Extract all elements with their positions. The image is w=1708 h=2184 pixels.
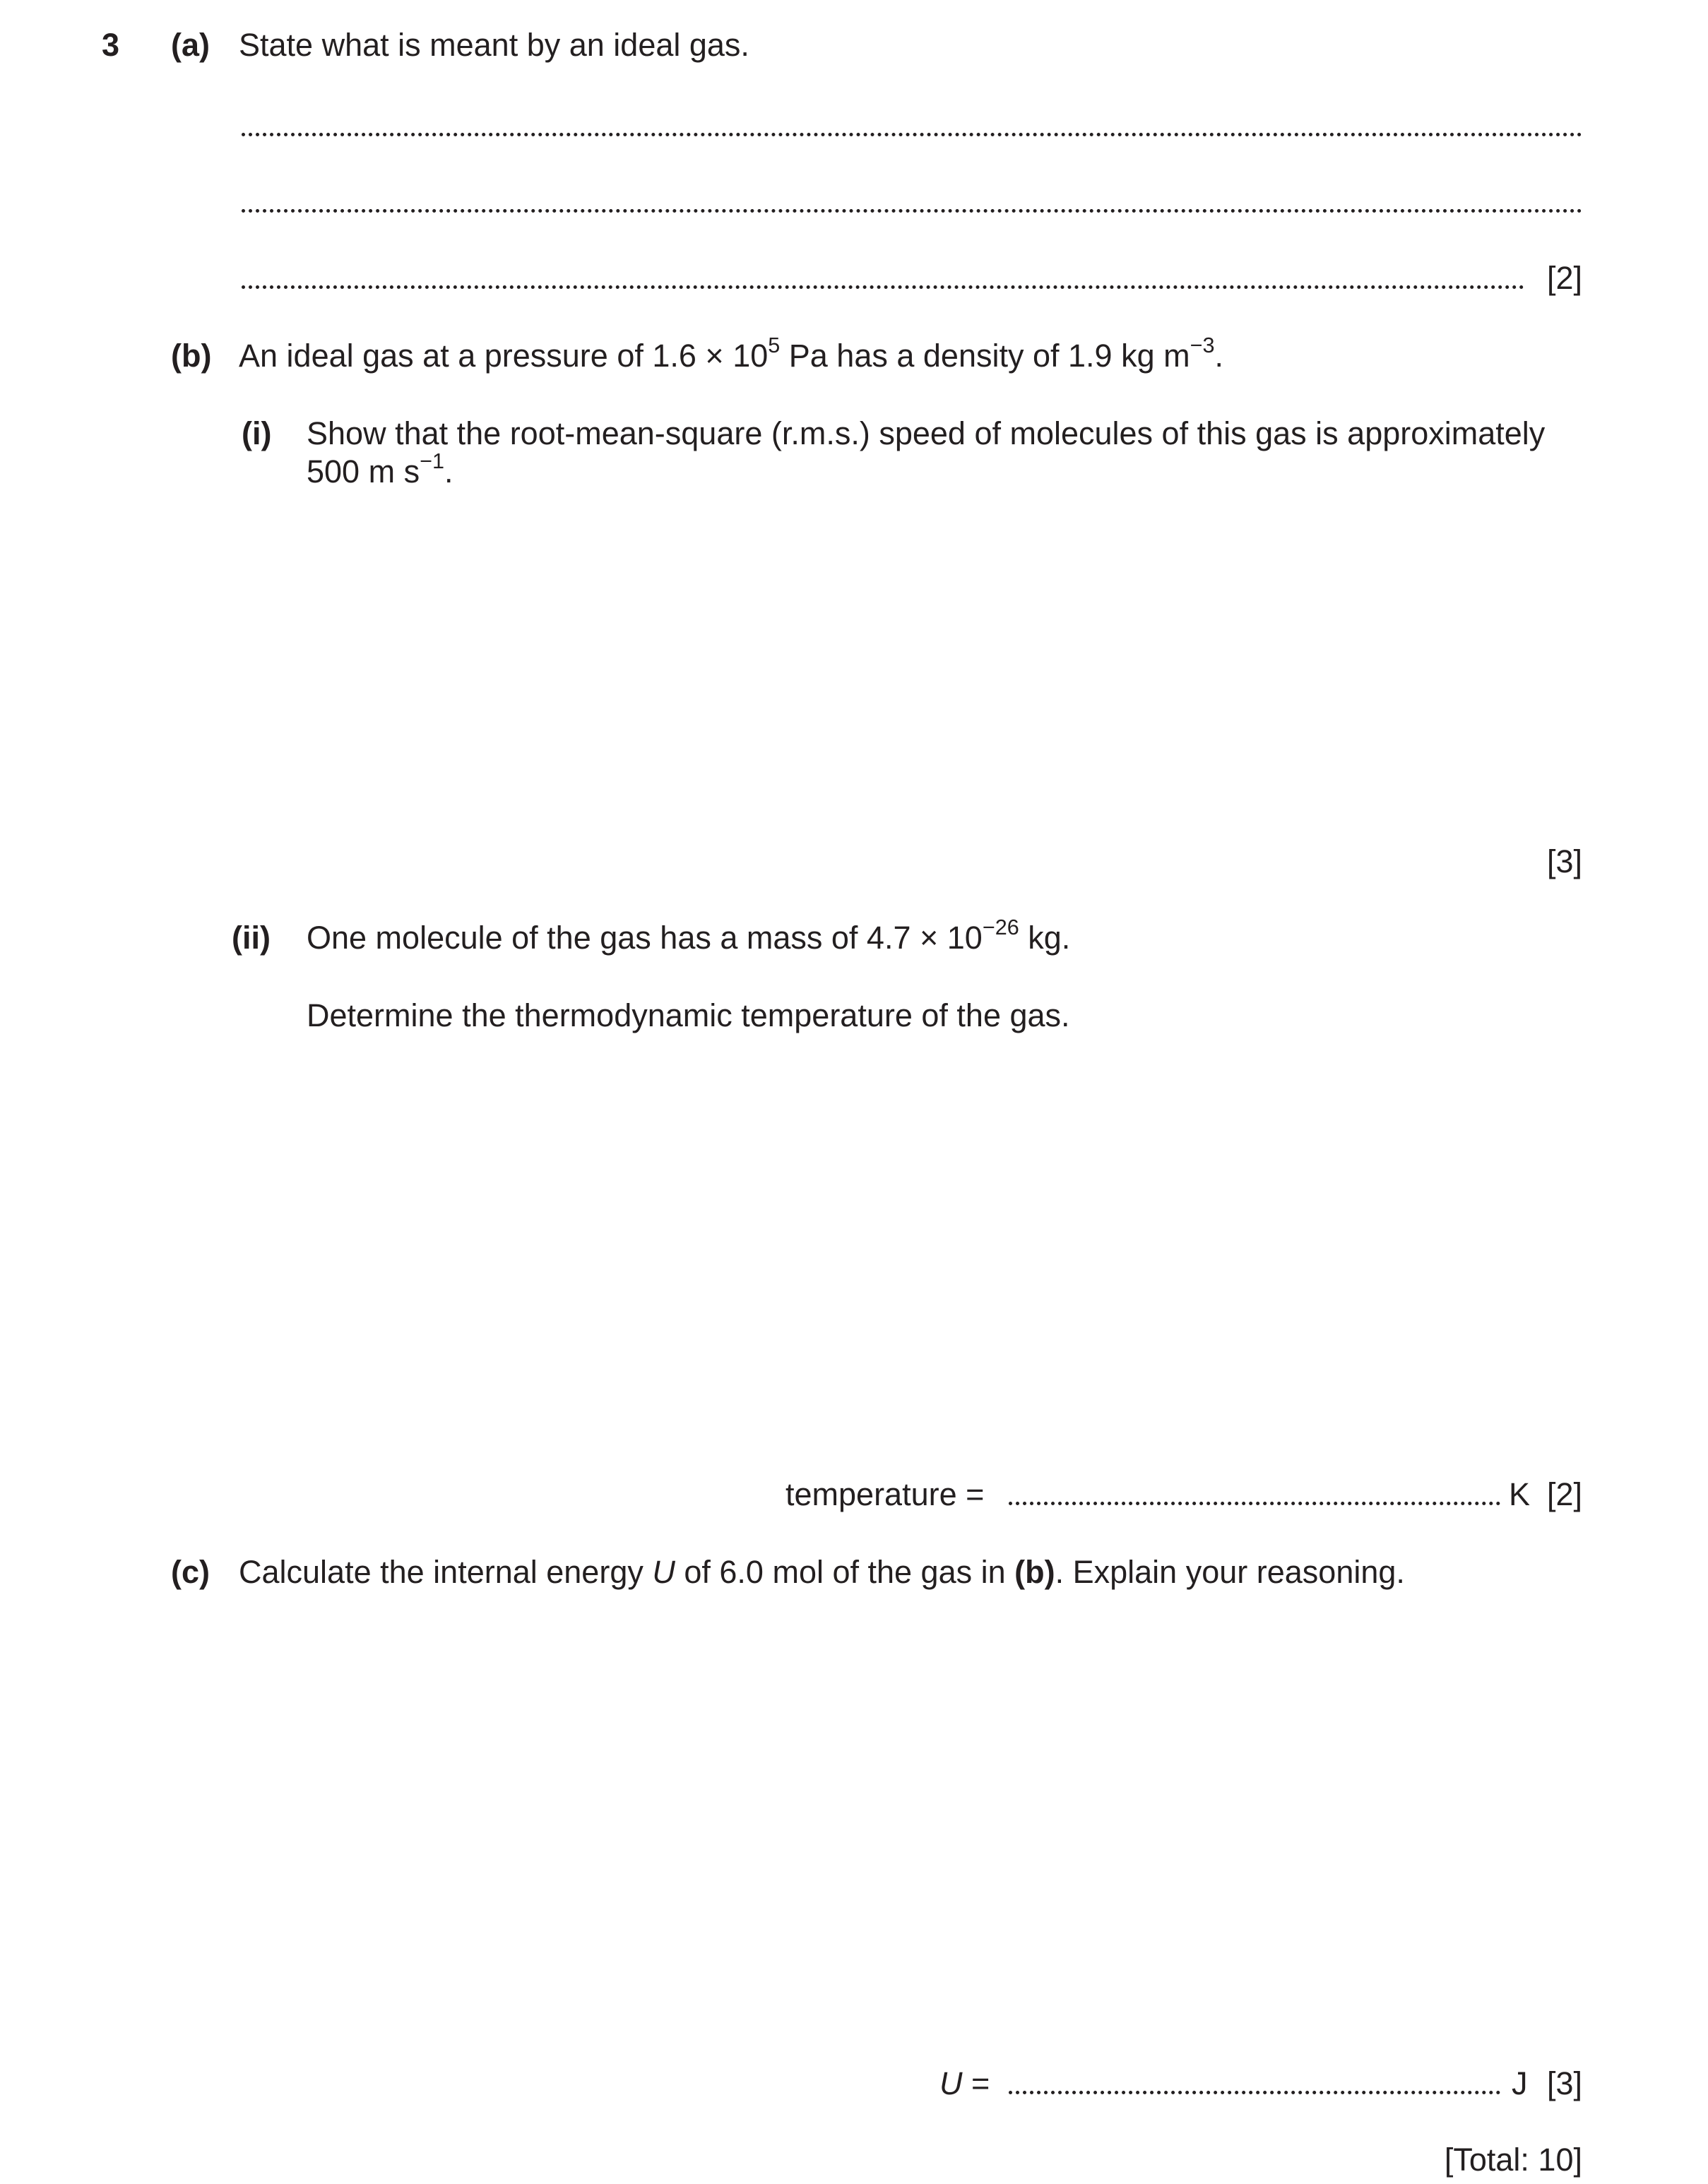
- part-b-i-label: (i): [242, 415, 272, 451]
- temperature-answer-line[interactable]: [1009, 1502, 1500, 1505]
- part-c-text-2: of 6.0 mol of the gas in: [675, 1554, 1015, 1590]
- temperature-answer-label: temperature =: [785, 1476, 985, 1512]
- part-a-question: State what is meant by an ideal gas.: [239, 27, 749, 63]
- part-b-i-mark: [3]: [1546, 843, 1582, 879]
- energy-answer-unit: J: [1512, 2065, 1528, 2101]
- part-c-variable-u: U: [652, 1554, 675, 1590]
- part-b-ii-text-1: One molecule of the gas has a mass of 4.7 × 10: [307, 920, 983, 956]
- part-b-i-line-2-end: .: [444, 453, 453, 489]
- part-b-stem: [239, 333, 1223, 374]
- energy-answer-line[interactable]: [1009, 2091, 1500, 2094]
- part-b-i-exponent: −1: [420, 449, 444, 474]
- part-a-answer-line-2[interactable]: [242, 209, 1582, 213]
- part-b-label: (b): [171, 338, 212, 374]
- part-b-density-exponent: −3: [1190, 333, 1215, 358]
- part-c-question: [239, 1554, 1405, 1591]
- part-b-pressure-exponent: 5: [768, 333, 781, 358]
- part-b-ii-text-2: kg.: [1019, 920, 1071, 956]
- part-b-i-line-2: [307, 449, 453, 490]
- part-b-i-line-1: Show that the root-mean-square (r.m.s.) speed of molecules of this gas is approximately: [307, 415, 1546, 451]
- part-b-ii-stem: [307, 915, 1071, 956]
- part-b-ii-mass-exponent: −26: [982, 915, 1019, 940]
- part-c-text-3: . Explain your reasoning.: [1055, 1554, 1405, 1590]
- question-number: 3: [102, 27, 120, 63]
- part-b-ii-label: (ii): [232, 920, 271, 956]
- energy-answer-variable: U: [939, 2065, 963, 2101]
- part-c-working-space[interactable]: [239, 1610, 1582, 2034]
- part-a-answer-line-1[interactable]: [242, 133, 1582, 136]
- part-c-reference: (b): [1014, 1554, 1055, 1590]
- part-b-i-working-space[interactable]: [307, 509, 1582, 833]
- part-b-i-line-2-text: 500 m s: [307, 453, 420, 489]
- total-marks: [Total: 10]: [1444, 2142, 1582, 2178]
- part-a-label: (a): [171, 27, 210, 63]
- part-b-stem-text-1: An ideal gas at a pressure of 1.6 × 10: [239, 338, 769, 374]
- part-b-ii-mark: [2]: [1546, 1476, 1582, 1512]
- temperature-answer-unit: K: [1509, 1476, 1531, 1512]
- part-a-mark: [2]: [1546, 260, 1582, 296]
- part-b-stem-text-2: Pa has a density of 1.9 kg m: [780, 338, 1190, 374]
- part-b-ii-working-space[interactable]: [307, 1052, 1582, 1448]
- part-c-mark: [3]: [1546, 2065, 1582, 2101]
- part-c-text-1: Calculate the internal energy: [239, 1554, 653, 1590]
- part-c-label: (c): [171, 1554, 210, 1590]
- part-b-stem-text-3: .: [1214, 338, 1223, 374]
- part-a-answer-line-3[interactable]: [242, 285, 1524, 289]
- energy-answer-label: [939, 2065, 990, 2102]
- part-b-ii-instruction: Determine the thermodynamic temperature of the gas.: [307, 997, 1070, 1033]
- energy-answer-equals: =: [962, 2065, 990, 2101]
